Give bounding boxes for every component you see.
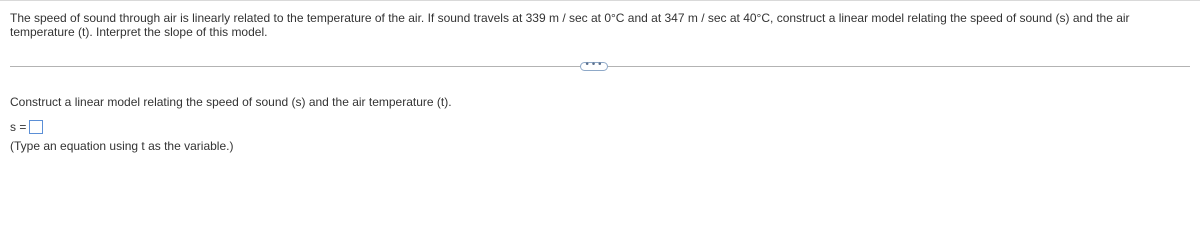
answer-input[interactable] bbox=[29, 120, 43, 134]
ellipsis-icon: ••• bbox=[584, 59, 604, 70]
question-text: The speed of sound through air is linearly related to the temperature of the air. If sound travels at 339 m / sec at 0°C and at 347 m / sec at 40°C, construct a linear model relating the speed of sound (s) and the air temperature (t). Interpret the slope of this model. bbox=[10, 11, 1133, 39]
answer-row bbox=[10, 119, 43, 135]
answer-prefix-label: s = bbox=[10, 120, 27, 134]
expand-more-button[interactable] bbox=[580, 59, 608, 71]
answer-hint: (Type an equation using t as the variable.) bbox=[10, 139, 234, 153]
part-instruction: Construct a linear model relating the speed of sound (s) and the air temperature (t). bbox=[10, 95, 452, 109]
top-border bbox=[0, 0, 1200, 1]
